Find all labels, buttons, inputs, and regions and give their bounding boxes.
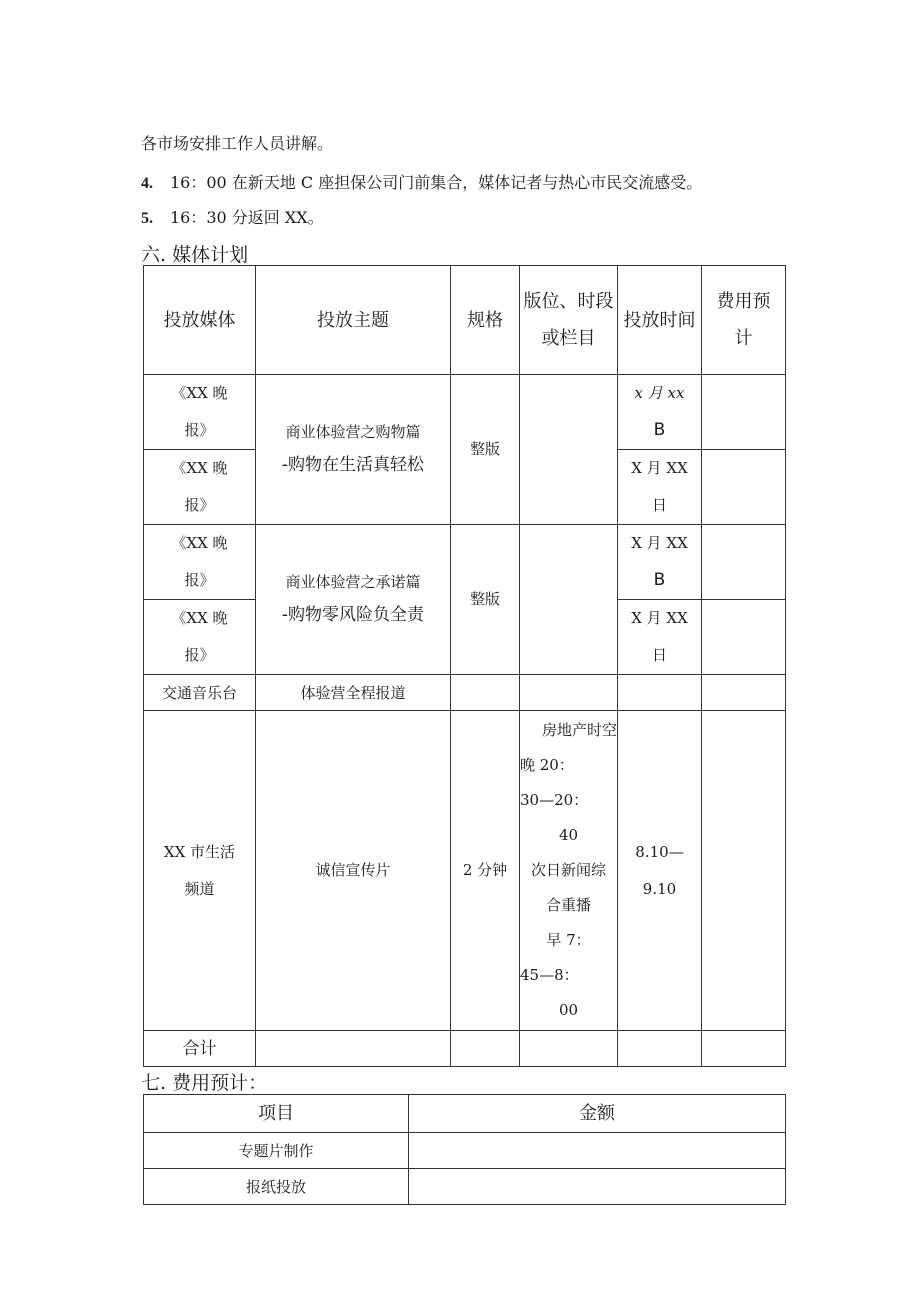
- cell-time: [618, 711, 702, 1031]
- cell-time: [618, 600, 702, 675]
- cell-slot: [520, 375, 618, 525]
- cell-total-label: 合计: [144, 1031, 256, 1067]
- cell-cost: [702, 600, 786, 675]
- cell-media-line1: XX 市生活: [163, 842, 236, 861]
- cell-slot: [520, 675, 618, 711]
- cell-time: [618, 675, 702, 711]
- cell-media-line1: 《XX 晚: [171, 384, 228, 402]
- cell-media-line2: 报》: [184, 646, 215, 664]
- cell-media: 交通音乐台: [144, 675, 256, 711]
- cell-media-line2: 报》: [184, 421, 215, 439]
- cell-cost: [702, 375, 786, 450]
- cell-amount: [409, 1169, 786, 1205]
- cell-slot-line: 次日新闻综: [530, 861, 606, 879]
- list-item: [141, 170, 702, 193]
- intro-line: 各市场安排工作人员讲解。: [141, 134, 334, 153]
- cell-media: [144, 711, 256, 1031]
- header-item: 项目: [144, 1095, 409, 1133]
- cell-cost: [702, 450, 786, 525]
- cell-media-line2: 频道: [184, 879, 215, 898]
- cell-slot-line: 房地产时空: [541, 721, 617, 739]
- cell-slot-line: 合重播: [545, 896, 591, 914]
- section-heading-budget: 七. 费用预计：: [141, 1072, 268, 1094]
- cell-cost: [702, 1031, 786, 1067]
- cell-theme-line2: -购物零风险负全责: [281, 604, 425, 625]
- list-number: 5.: [141, 210, 153, 227]
- cell-time: [618, 450, 702, 525]
- cell-item: 报纸投放: [144, 1169, 409, 1205]
- cell-theme-line1: 商业体验营之承诺篇: [285, 572, 421, 591]
- table-row: [144, 525, 786, 600]
- cell-slot-line: 晚 20：: [520, 756, 574, 774]
- cell-theme-line2: -购物在生活真轻松: [281, 454, 425, 475]
- cell-time-line2: 9.10: [642, 879, 677, 898]
- cell-theme: [256, 375, 451, 525]
- cell-time-line2: 日: [651, 646, 667, 664]
- table-row: [144, 1169, 786, 1205]
- cell-spec: 2 分钟: [451, 711, 520, 1031]
- budget-table: [143, 1094, 786, 1205]
- cell-time-line2: 日: [651, 496, 667, 514]
- table-row: [144, 1133, 786, 1169]
- cell-slot-line: 45—8：: [520, 966, 579, 984]
- cell-slot: [520, 1031, 618, 1067]
- cell-media-line1: 《XX 晚: [171, 459, 228, 477]
- header-cost: [702, 266, 786, 375]
- table-header-row: [144, 266, 786, 375]
- table-row: [144, 675, 786, 711]
- cell-cost: [702, 675, 786, 711]
- cell-time-line1: X 月 XX: [631, 609, 688, 627]
- cell-media-line2: 报》: [184, 496, 215, 514]
- cell-slot: [520, 525, 618, 675]
- cell-time-line1: x 月 xx: [634, 384, 685, 402]
- cell-spec: [451, 1031, 520, 1067]
- header-slot: [520, 266, 618, 375]
- cell-slot-line: 早 7：: [546, 931, 591, 949]
- cell-slot: [520, 711, 618, 1031]
- cell-time: [618, 1031, 702, 1067]
- header-cost-line2: 计: [734, 328, 753, 349]
- media-plan-table: [143, 265, 786, 1067]
- cell-cost: [702, 525, 786, 600]
- header-spec: 规格: [451, 266, 520, 375]
- header-time: 投放时间: [618, 266, 702, 375]
- list-text: 16：00 在新天地 C 座担保公司门前集合，媒体记者与热心市民交流感受。: [170, 173, 703, 192]
- header-media: 投放媒体: [144, 266, 256, 375]
- list-item: [141, 205, 324, 228]
- cell-media-line2: 报》: [184, 571, 215, 589]
- cell-spec: 整版: [451, 525, 520, 675]
- cell-spec: [451, 675, 520, 711]
- cell-time: [618, 375, 702, 450]
- cell-theme: 体验营全程报道: [256, 675, 451, 711]
- table-row: [144, 375, 786, 450]
- cell-media-line1: 《XX 晚: [171, 609, 228, 627]
- list-number: 4.: [141, 175, 153, 192]
- table-row: [144, 711, 786, 1031]
- table-total-row: [144, 1031, 786, 1067]
- cell-theme-line1: 商业体验营之购物篇: [285, 422, 421, 441]
- header-slot-line1: 版位、时段: [523, 291, 614, 312]
- cell-slot-line: 30—20：: [520, 791, 589, 809]
- list-text: 16：30 分返回 XX。: [170, 208, 324, 227]
- header-amount: 金额: [409, 1095, 786, 1133]
- header-cost-line1: 费用预: [716, 291, 771, 312]
- cell-media-line1: 《XX 晚: [171, 534, 228, 552]
- cell-time-line2: B: [653, 570, 666, 590]
- table-header-row: [144, 1095, 786, 1133]
- header-slot-line2: 或栏目: [541, 328, 596, 349]
- section-heading-media-plan: 六. 媒体计划: [141, 244, 249, 266]
- cell-time-line2: B: [653, 420, 666, 440]
- cell-theme: [256, 525, 451, 675]
- cell-media: [144, 525, 256, 600]
- cell-amount: [409, 1133, 786, 1169]
- cell-slot-line: 40: [558, 826, 579, 844]
- cell-theme: [256, 1031, 451, 1067]
- header-theme: 投放主题: [256, 266, 451, 375]
- cell-spec: 整版: [451, 375, 520, 525]
- cell-time: [618, 525, 702, 600]
- cell-theme: 诚信宣传片: [256, 711, 451, 1031]
- cell-cost: [702, 711, 786, 1031]
- cell-item: 专题片制作: [144, 1133, 409, 1169]
- cell-slot-line: 00: [558, 1001, 579, 1019]
- cell-time-line1: X 月 XX: [631, 459, 688, 477]
- cell-media: [144, 600, 256, 675]
- cell-time-line1: X 月 XX: [631, 534, 688, 552]
- cell-media: [144, 450, 256, 525]
- cell-time-line1: 8.10—: [635, 842, 684, 861]
- cell-media: [144, 375, 256, 450]
